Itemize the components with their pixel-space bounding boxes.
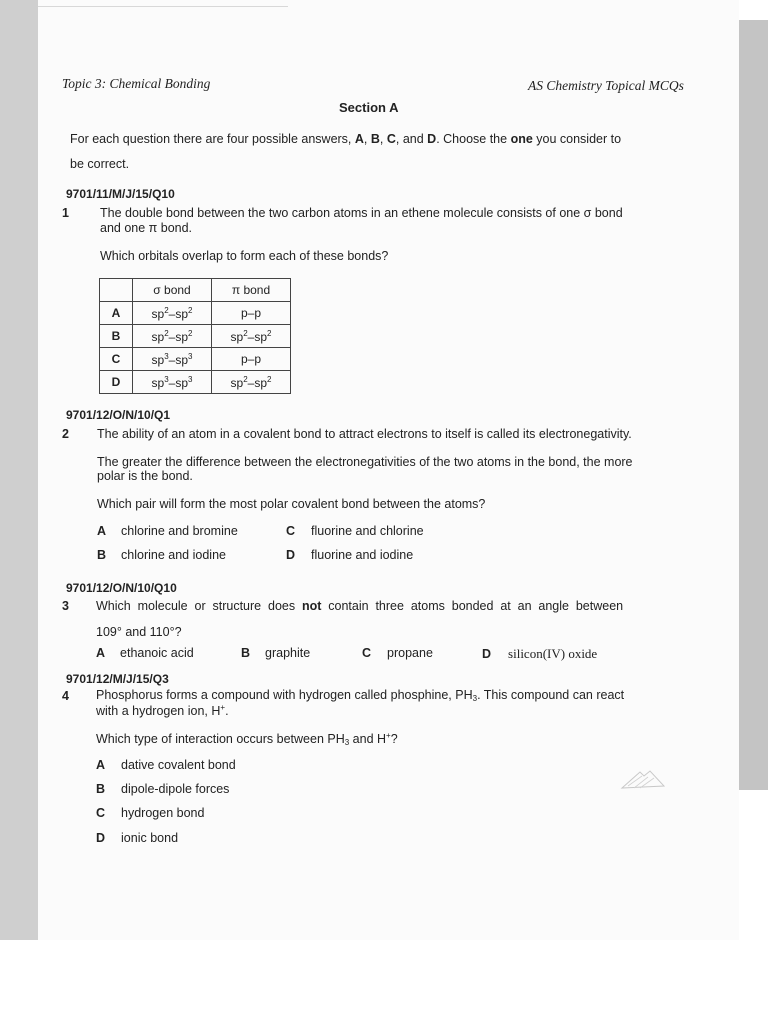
topic-header: Topic 3: Chemical Bonding — [62, 76, 211, 91]
q4-number: 4 — [62, 689, 69, 703]
sigma-cell: $sp^3-sp^3$ — [133, 348, 212, 371]
q2-paragraph-line-1: The greater the difference between the electronegativities of the two atoms in the bond, the more — [97, 455, 633, 469]
watermark-stamp-icon — [620, 768, 666, 792]
q2-question: Which pair will form the most polar covalent bond between the atoms? — [97, 497, 486, 511]
q1-options-table — [99, 278, 291, 394]
q2-option-c[interactable]: C fluorine and chlorine — [286, 524, 424, 538]
document-page — [38, 0, 739, 940]
scan-shadow-right — [739, 20, 768, 790]
q2-option-d[interactable]: D fluorine and iodine — [286, 548, 414, 562]
option-letter: A — [100, 302, 133, 325]
q4-stem-line-2: with a hydrogen ion, H+. — [96, 703, 229, 718]
instructions-line-1: For each question there are four possible answers, A, B, C, and D. Choose the one you consider to — [70, 132, 622, 146]
sigma-cell: $sp^2-sp^2$ — [133, 325, 212, 348]
q3-stem-line-1: Which molecule or structure does not contain three atoms bonded at an angle between — [96, 599, 624, 613]
q2-number: 2 — [62, 427, 69, 441]
q3-reference: 9701/12/O/N/10/Q10 — [66, 581, 177, 595]
table-row — [100, 371, 291, 394]
table-row — [100, 325, 291, 348]
q1-reference: 9701/11/M/J/15/Q10 — [66, 187, 175, 201]
q3-stem-line-2: 109° and 110°? — [96, 625, 182, 639]
q2-paragraph-line-2: polar is the bond. — [97, 469, 193, 483]
q1-stem-line-1: The double bond between the two carbon atoms in an ethene molecule consists of one σ bond — [100, 206, 623, 220]
sigma-bond-header: σ bond — [133, 279, 212, 302]
instructions-line-2: be correct. — [70, 157, 130, 171]
option-letter: C — [100, 348, 133, 371]
q4-option-c[interactable]: C hydrogen bond — [96, 806, 205, 820]
q2-option-b[interactable]: B chlorine and iodine — [97, 548, 226, 562]
q4-option-a[interactable]: A dative covalent bond — [96, 758, 236, 772]
pi-cell: $sp^2-sp^2$ — [212, 371, 291, 394]
q1-question: Which orbitals overlap to form each of these bonds? — [100, 249, 389, 263]
q2-reference: 9701/12/O/N/10/Q1 — [66, 408, 171, 422]
section-title: Section A — [339, 100, 399, 115]
q4-question: Which type of interaction occurs between $PH_3$ and H+? — [96, 731, 398, 747]
table-header-row — [100, 279, 291, 302]
q3-option-a[interactable]: A ethanoic acid — [96, 646, 194, 660]
pi-cell: p–p — [212, 302, 291, 325]
q1-number: 1 — [62, 206, 69, 220]
q2-option-a[interactable]: A chlorine and bromine — [97, 524, 238, 538]
q3-number: 3 — [62, 599, 69, 613]
q1-stem-line-2: and one π bond. — [100, 221, 193, 235]
q3-option-d[interactable]: D silicon(IV) oxide — [482, 646, 598, 661]
table-row — [100, 302, 291, 325]
q2-stem: The ability of an atom in a covalent bond to attract electrons to itself is called its electronegativity. — [97, 427, 632, 441]
pi-cell: $sp^2-sp^2$ — [212, 325, 291, 348]
option-letter: D — [100, 371, 133, 394]
table-row — [100, 348, 291, 371]
option-letter: B — [100, 325, 133, 348]
q4-option-b[interactable]: B dipole-dipole forces — [96, 782, 230, 796]
sigma-cell: $sp^3-sp^3$ — [133, 371, 212, 394]
q4-option-d[interactable]: D ionic bond — [96, 831, 179, 845]
q3-option-b[interactable]: B graphite — [241, 646, 311, 660]
q4-reference: 9701/12/M/J/15/Q3 — [66, 672, 169, 686]
pi-bond-header: π bond — [212, 279, 291, 302]
sigma-cell: $sp^2-sp^2$ — [133, 302, 212, 325]
pi-cell: p–p — [212, 348, 291, 371]
series-header: AS Chemistry Topical MCQs — [528, 78, 684, 93]
q3-option-c[interactable]: C propane — [362, 646, 433, 660]
q4-stem-line-1: Phosphorus forms a compound with hydrogen called phosphine, $PH_3$. This compound can react — [96, 688, 625, 703]
scan-shadow-left — [0, 0, 38, 940]
